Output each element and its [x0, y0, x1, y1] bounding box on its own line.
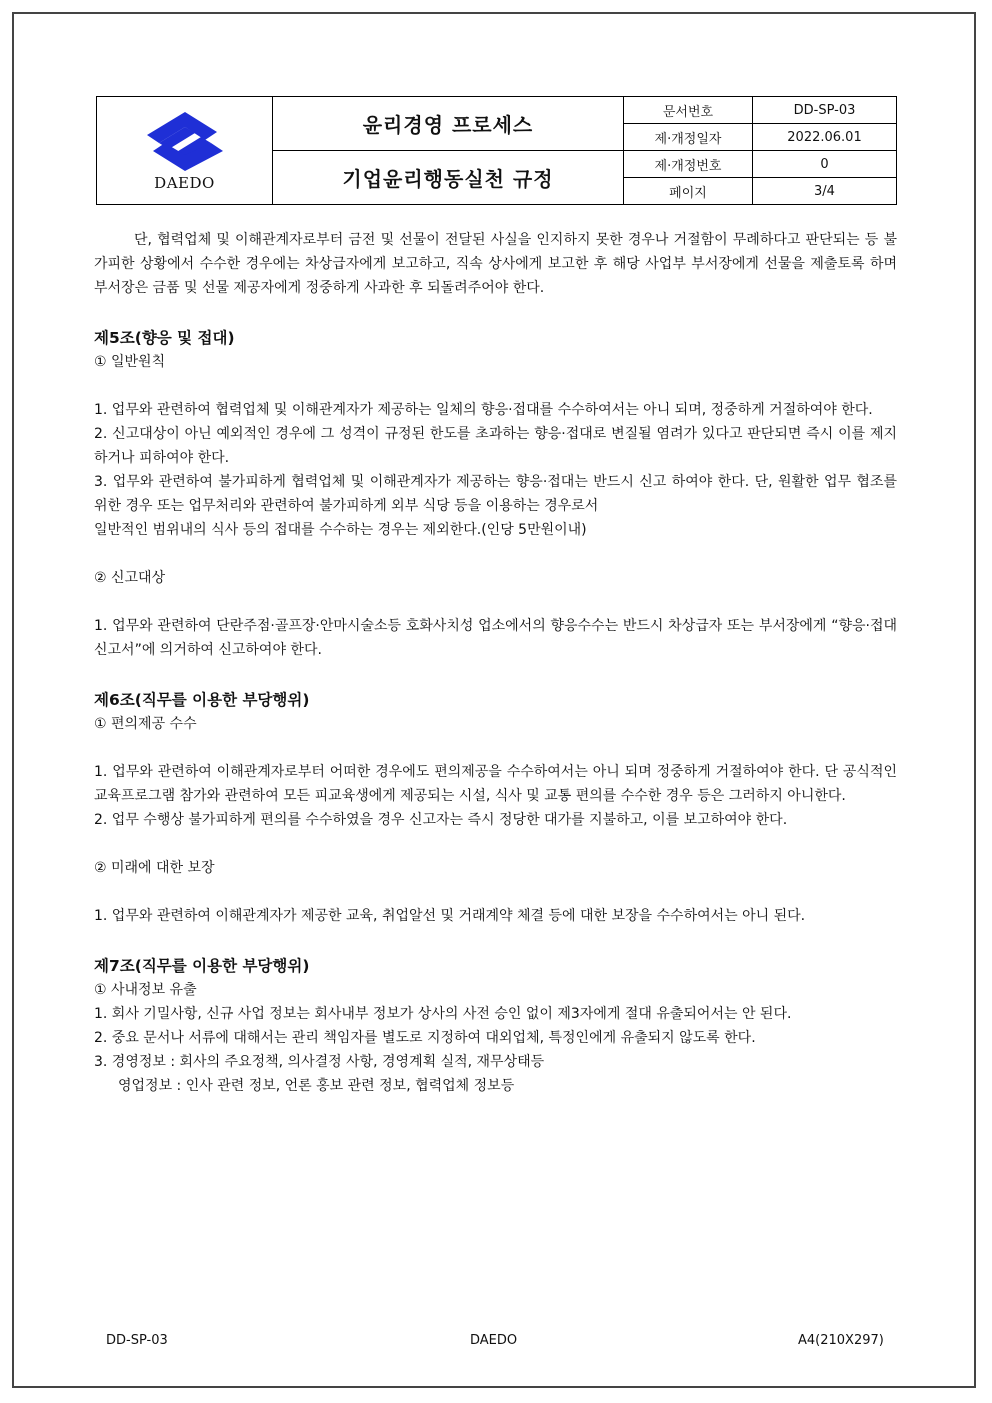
article-5-item: 2. 신고대상이 아닌 예외적인 경우에 그 성격이 규정된 한도를 초과하는 향응·접대로 변질될 염려가 있다고 판단되면 즉시 이를 제지하거나 피하여야 한다. [94, 426, 897, 466]
article-7-item: 2. 중요 문서나 서류에 대해서는 관리 책임자를 별도로 지정하여 대외업체, 특정인에게 유출되지 않도록 한다. [94, 1030, 756, 1046]
regulation-title: 기업윤리행동실천 규정 [273, 151, 624, 205]
revision-date-value: 2022.06.01 [753, 124, 897, 151]
article-6-subheading-2: ② 미래에 대한 보장 [94, 860, 215, 876]
daedo-logo-icon [135, 110, 235, 172]
article-5-subheading-2: ② 신고대상 [94, 570, 166, 586]
revision-number-label: 제·개정번호 [624, 151, 753, 178]
article-5-title: 제5조(향응 및 접대) [94, 329, 235, 347]
article-5-item: 1. 업무와 관련하여 단란주점·골프장·안마시술소등 호화사치성 업소에서의 향응수수는 반드시 차상급자 또는 부서장에게 “향응·접대 신고서”에 의거하여 신고하여야 한다. [94, 618, 897, 658]
page-label: 페이지 [624, 178, 753, 205]
article-5-item: 1. 업무와 관련하여 협력업체 및 이해관계자가 제공하는 일체의 향응·접대를 수수하여서는 아니 되며, 정중하게 거절하여야 한다. [94, 402, 873, 418]
doc-number-label: 문서번호 [624, 97, 753, 124]
article-5-subheading-1: ① 일반원칙 [94, 354, 166, 370]
article-6-item: 1. 업무와 관련하여 이해관계자로부터 어떠한 경우에도 편의제공을 수수하여서는 아니 되며 정중하게 거절하여야 한다. 단 공식적인 교육프로그램 참가와 관련하여 모든 피교육생에게 제공되는 시설, 식사 및 교통 편의를 수수한 경우 등은 그러하지 아니한다. [94, 764, 897, 804]
footer-doc-number: DD-SP-03 [106, 1333, 168, 1348]
page-value: 3/4 [753, 178, 897, 205]
logo-cell [97, 97, 273, 205]
article-6-subheading-1: ① 편의제공 수수 [94, 716, 197, 732]
document-header-table [96, 96, 897, 205]
footer-company: DAEDO [470, 1333, 518, 1348]
article-7-note: 영업정보 : 인사 관련 정보, 언론 홍보 관련 정보, 협력업체 정보등 [118, 1078, 515, 1094]
process-title: 윤리경영 프로세스 [273, 97, 624, 151]
article-5-item: 일반적인 범위내의 식사 등의 접대를 수수하는 경우는 제외한다.(인당 5만원이내) [94, 522, 587, 538]
article-6-title: 제6조(직무를 이용한 부당행위) [94, 691, 310, 709]
article-5-item: 3. 업무와 관련하여 불가피하게 협력업체 및 이해관계자가 제공하는 향응·접대는 반드시 신고 하여야 한다. 단, 원활한 업무 협조를 위한 경우 또는 업무처리와 관련하여 불가피하게 외부 식당 등을 이용하는 경우로서 [94, 474, 897, 514]
revision-number-value: 0 [753, 151, 897, 178]
article-7-item: 3. 경영정보 : 회사의 주요정책, 의사결정 사항, 경영계획 실적, 재무상태등 [94, 1054, 545, 1070]
company-logo [97, 110, 272, 192]
article-6-item: 1. 업무와 관련하여 이해관계자가 제공한 교육, 취업알선 및 거래계약 체결 등에 대한 보장을 수수하여서는 아니 된다. [94, 908, 806, 924]
article-7-title: 제7조(직무를 이용한 부당행위) [94, 957, 310, 975]
footer-paper-size: A4(210X297) [798, 1333, 884, 1348]
article-7-subheading-1: ① 사내정보 유출 [94, 982, 197, 998]
article-7-item: 1. 회사 기밀사항, 신규 사업 정보는 회사내부 정보가 상사의 사전 승인 없이 제3자에게 절대 유출되어서는 안 된다. [94, 1006, 792, 1022]
doc-number-value: DD-SP-03 [753, 97, 897, 124]
revision-date-label: 제·개정일자 [624, 124, 753, 151]
article-6-item: 2. 업무 수행상 불가피하게 편의를 수수하였을 경우 신고자는 즉시 정당한 대가를 지불하고, 이를 보고하여야 한다. [94, 812, 788, 828]
intro-paragraph: 단, 협력업체 및 이해관계자로부터 금전 및 선물이 전달된 사실을 인지하지 못한 경우나 거절함이 무례하다고 판단되는 등 불가피한 상황에서 수수한 경우에는 차상급자에게 보고하고, 직속 상사에게 보고한 후 해당 사업부 부서장에게 선물을 제출토록 하며 부서장은 금품 및 선물 제공자에게 정중하게 사과한 후 되돌려주어야 한다. [94, 232, 897, 296]
logo-text: DAEDO [154, 173, 215, 192]
document-body [94, 228, 897, 1098]
